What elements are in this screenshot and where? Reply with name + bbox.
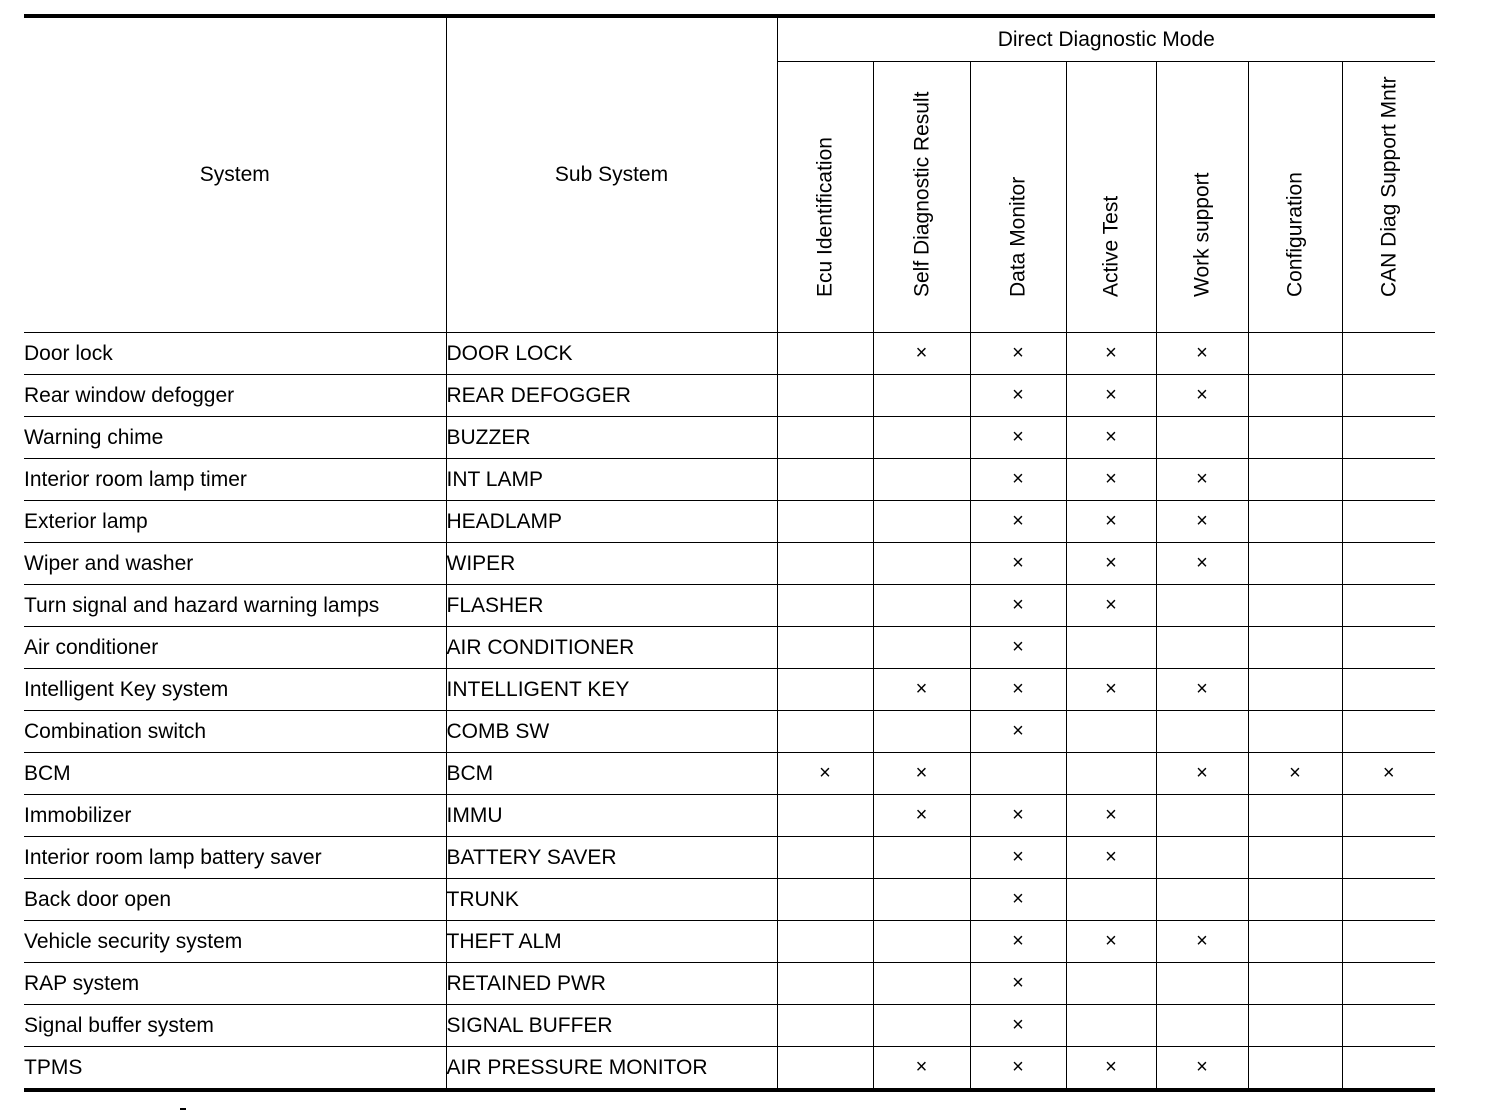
table-row bbox=[24, 795, 1435, 837]
mode-support-cell bbox=[1066, 963, 1156, 1005]
sub-system-cell: HEADLAMP bbox=[446, 501, 777, 543]
table-row bbox=[24, 417, 1435, 459]
mode-label: Work support bbox=[1190, 172, 1214, 297]
supported-mark: × bbox=[1012, 636, 1024, 658]
sub-system-cell: BCM bbox=[446, 753, 777, 795]
mode-support-cell bbox=[777, 501, 873, 543]
system-cell: Exterior lamp bbox=[24, 501, 446, 543]
mode-header-configuration bbox=[1248, 62, 1342, 333]
mode-support-cell bbox=[873, 585, 970, 627]
mode-support-cell bbox=[873, 795, 970, 837]
mode-support-cell bbox=[1156, 921, 1248, 963]
system-cell: Turn signal and hazard warning lamps bbox=[24, 585, 446, 627]
mode-header-ecu-identification bbox=[777, 62, 873, 333]
system-cell: Vehicle security system bbox=[24, 921, 446, 963]
mode-label: Self Diagnostic Result bbox=[910, 91, 933, 297]
mode-label: Data Monitor bbox=[1006, 176, 1030, 297]
supported-mark: × bbox=[915, 804, 928, 826]
supported-mark: × bbox=[915, 678, 928, 700]
supported-mark: × bbox=[915, 1056, 928, 1078]
sub-system-cell: SIGNAL BUFFER bbox=[446, 1005, 777, 1047]
mode-support-cell bbox=[873, 627, 970, 669]
mode-support-cell bbox=[777, 711, 873, 753]
supported-mark: × bbox=[1196, 1056, 1208, 1078]
table-row bbox=[24, 879, 1435, 921]
system-cell: TPMS bbox=[24, 1047, 446, 1091]
mode-support-cell bbox=[873, 543, 970, 585]
mode-support-cell bbox=[1156, 753, 1248, 795]
supported-mark: × bbox=[915, 342, 928, 364]
mode-support-cell bbox=[1248, 963, 1342, 1005]
mode-support-cell bbox=[970, 1005, 1066, 1047]
mode-support-cell bbox=[970, 585, 1066, 627]
system-cell: Wiper and washer bbox=[24, 543, 446, 585]
mode-support-cell bbox=[970, 963, 1066, 1005]
sub-system-cell: DOOR LOCK bbox=[446, 333, 777, 375]
mode-support-cell bbox=[970, 837, 1066, 879]
mode-support-cell bbox=[777, 879, 873, 921]
mode-support-cell bbox=[1342, 1047, 1435, 1091]
supported-mark: × bbox=[1196, 510, 1208, 532]
mode-support-cell bbox=[873, 669, 970, 711]
mode-support-cell bbox=[777, 543, 873, 585]
mode-label: Ecu Identification bbox=[813, 137, 837, 297]
mode-support-cell bbox=[873, 711, 970, 753]
mode-support-cell bbox=[873, 753, 970, 795]
supported-mark: × bbox=[1105, 930, 1117, 952]
sub-system-cell: BATTERY SAVER bbox=[446, 837, 777, 879]
mode-support-cell bbox=[1248, 753, 1342, 795]
mode-support-cell bbox=[777, 795, 873, 837]
sub-system-cell: REAR DEFOGGER bbox=[446, 375, 777, 417]
supported-mark: × bbox=[1012, 720, 1024, 742]
mode-support-cell bbox=[873, 879, 970, 921]
sub-system-cell: COMB SW bbox=[446, 711, 777, 753]
mode-support-cell bbox=[1248, 585, 1342, 627]
supported-mark: × bbox=[1012, 468, 1024, 490]
supported-mark: × bbox=[1105, 426, 1117, 448]
system-cell: Back door open bbox=[24, 879, 446, 921]
supported-mark: × bbox=[1105, 342, 1117, 364]
table-row bbox=[24, 375, 1435, 417]
mode-support-cell bbox=[1248, 921, 1342, 963]
supported-mark: × bbox=[1012, 342, 1024, 364]
mode-support-cell bbox=[777, 417, 873, 459]
supported-mark: × bbox=[1012, 1056, 1024, 1078]
mode-header-can-diag-support-mntr bbox=[1342, 62, 1435, 333]
mode-label: Configuration bbox=[1283, 172, 1307, 297]
supported-mark: × bbox=[1012, 1014, 1024, 1036]
supported-mark: × bbox=[1289, 762, 1301, 784]
mode-support-cell bbox=[1156, 543, 1248, 585]
mode-support-cell bbox=[1066, 627, 1156, 669]
sub-system-cell: THEFT ALM bbox=[446, 921, 777, 963]
mode-support-cell bbox=[873, 1047, 970, 1091]
mode-support-cell bbox=[1066, 879, 1156, 921]
mode-header-active-test bbox=[1066, 62, 1156, 333]
sub-system-cell: IMMU bbox=[446, 795, 777, 837]
mode-support-cell bbox=[1066, 753, 1156, 795]
mode-support-cell bbox=[1248, 417, 1342, 459]
mode-support-cell bbox=[1066, 795, 1156, 837]
system-cell: Signal buffer system bbox=[24, 1005, 446, 1047]
mode-support-cell bbox=[1066, 711, 1156, 753]
mode-support-cell bbox=[873, 459, 970, 501]
sub-system-cell: WIPER bbox=[446, 543, 777, 585]
mode-support-cell bbox=[777, 333, 873, 375]
mode-support-cell bbox=[873, 1005, 970, 1047]
mode-support-cell bbox=[777, 375, 873, 417]
mode-support-cell bbox=[1066, 333, 1156, 375]
supported-mark: × bbox=[1012, 804, 1024, 826]
mode-support-cell bbox=[1156, 711, 1248, 753]
supported-mark: × bbox=[1105, 1056, 1117, 1078]
table-row bbox=[24, 963, 1435, 1005]
mode-support-cell bbox=[970, 753, 1066, 795]
mode-support-cell bbox=[1342, 753, 1435, 795]
direct-diagnostic-mode-header: Direct Diagnostic Mode bbox=[777, 16, 1435, 62]
table-row bbox=[24, 585, 1435, 627]
mode-support-cell bbox=[1156, 333, 1248, 375]
supported-mark: × bbox=[915, 762, 928, 784]
system-column-header: System bbox=[24, 16, 446, 333]
mode-support-cell bbox=[1248, 627, 1342, 669]
mode-header-data-monitor bbox=[970, 62, 1066, 333]
supported-mark: × bbox=[1196, 468, 1208, 490]
mode-support-cell bbox=[1066, 837, 1156, 879]
mode-support-cell bbox=[1156, 963, 1248, 1005]
mode-support-cell bbox=[970, 459, 1066, 501]
system-cell: Combination switch bbox=[24, 711, 446, 753]
mode-support-cell bbox=[970, 375, 1066, 417]
supported-mark: × bbox=[1105, 510, 1117, 532]
mode-support-cell bbox=[1342, 627, 1435, 669]
mode-support-cell bbox=[1248, 501, 1342, 543]
mode-support-cell bbox=[1156, 879, 1248, 921]
supported-mark: × bbox=[1105, 552, 1117, 574]
mode-support-cell bbox=[777, 1047, 873, 1091]
supported-mark: × bbox=[1012, 426, 1024, 448]
mode-support-cell bbox=[777, 585, 873, 627]
mode-support-cell bbox=[970, 417, 1066, 459]
sub-system-cell: BUZZER bbox=[446, 417, 777, 459]
mode-support-cell bbox=[1156, 627, 1248, 669]
supported-mark: × bbox=[1196, 342, 1208, 364]
mode-support-cell bbox=[1342, 1005, 1435, 1047]
table-row bbox=[24, 1005, 1435, 1047]
mode-support-cell bbox=[1248, 375, 1342, 417]
mode-support-cell bbox=[1248, 1047, 1342, 1091]
mode-support-cell bbox=[1156, 1047, 1248, 1091]
mode-support-cell bbox=[1248, 795, 1342, 837]
sub-system-cell: TRUNK bbox=[446, 879, 777, 921]
mode-support-cell bbox=[873, 333, 970, 375]
header-row-group bbox=[24, 16, 1435, 62]
mode-support-cell bbox=[970, 879, 1066, 921]
mode-support-cell bbox=[1342, 963, 1435, 1005]
mode-support-cell bbox=[970, 711, 1066, 753]
supported-mark: × bbox=[1012, 888, 1024, 910]
table-row bbox=[24, 1047, 1435, 1091]
mode-support-cell bbox=[970, 1047, 1066, 1091]
mode-support-cell bbox=[1342, 375, 1435, 417]
diagnostic-mode-table bbox=[24, 14, 1435, 1092]
mode-support-cell bbox=[1342, 417, 1435, 459]
mode-support-cell bbox=[1248, 459, 1342, 501]
table-row bbox=[24, 753, 1435, 795]
mode-support-cell bbox=[1066, 417, 1156, 459]
mode-support-cell bbox=[1342, 669, 1435, 711]
mode-support-cell bbox=[1248, 669, 1342, 711]
sub-system-cell: AIR CONDITIONER bbox=[446, 627, 777, 669]
mode-support-cell bbox=[1248, 543, 1342, 585]
system-cell: Air conditioner bbox=[24, 627, 446, 669]
mode-support-cell bbox=[1342, 921, 1435, 963]
supported-mark: × bbox=[1012, 552, 1024, 574]
system-cell: Rear window defogger bbox=[24, 375, 446, 417]
supported-mark: × bbox=[1012, 846, 1024, 868]
supported-mark: × bbox=[1012, 678, 1024, 700]
mode-support-cell bbox=[1066, 501, 1156, 543]
mode-support-cell bbox=[1066, 1047, 1156, 1091]
supported-mark: × bbox=[1196, 552, 1208, 574]
supported-mark: × bbox=[1012, 384, 1024, 406]
mode-support-cell bbox=[970, 501, 1066, 543]
mode-support-cell bbox=[1066, 1005, 1156, 1047]
sub-system-cell: INT LAMP bbox=[446, 459, 777, 501]
supported-mark: × bbox=[1105, 804, 1117, 826]
mode-support-cell bbox=[1066, 669, 1156, 711]
supported-mark: × bbox=[1012, 930, 1024, 952]
table-row bbox=[24, 333, 1435, 375]
mode-support-cell bbox=[1156, 1005, 1248, 1047]
mode-support-cell bbox=[1156, 375, 1248, 417]
mode-label: Active Test bbox=[1099, 195, 1123, 297]
mode-support-cell bbox=[873, 837, 970, 879]
supported-mark: × bbox=[1012, 594, 1024, 616]
supported-mark: × bbox=[1196, 762, 1208, 784]
supported-mark: × bbox=[1105, 678, 1117, 700]
mode-support-cell bbox=[1066, 585, 1156, 627]
supported-mark: × bbox=[1105, 468, 1117, 490]
mode-support-cell bbox=[1156, 837, 1248, 879]
mode-support-cell bbox=[1066, 921, 1156, 963]
table-row bbox=[24, 543, 1435, 585]
mode-support-cell bbox=[970, 921, 1066, 963]
mode-support-cell bbox=[777, 837, 873, 879]
system-cell: Interior room lamp battery saver bbox=[24, 837, 446, 879]
supported-mark: × bbox=[1196, 930, 1208, 952]
mode-support-cell bbox=[1248, 1005, 1342, 1047]
table-row bbox=[24, 837, 1435, 879]
mode-support-cell bbox=[1342, 501, 1435, 543]
mode-support-cell bbox=[1156, 795, 1248, 837]
sub-system-cell: AIR PRESSURE MONITOR bbox=[446, 1047, 777, 1091]
mode-support-cell bbox=[1342, 459, 1435, 501]
supported-mark: × bbox=[819, 762, 831, 784]
mode-support-cell bbox=[1156, 585, 1248, 627]
mode-support-cell bbox=[873, 375, 970, 417]
mode-support-cell bbox=[1156, 417, 1248, 459]
mode-support-cell bbox=[777, 669, 873, 711]
mode-support-cell bbox=[873, 963, 970, 1005]
mode-support-cell bbox=[777, 1005, 873, 1047]
mode-support-cell bbox=[1156, 501, 1248, 543]
system-cell: Interior room lamp timer bbox=[24, 459, 446, 501]
mode-label: CAN Diag Support Mntr bbox=[1377, 76, 1401, 297]
supported-mark: × bbox=[1196, 678, 1208, 700]
mode-support-cell bbox=[873, 417, 970, 459]
mode-support-cell bbox=[873, 501, 970, 543]
system-cell: Immobilizer bbox=[24, 795, 446, 837]
mode-support-cell bbox=[1342, 795, 1435, 837]
table-row bbox=[24, 669, 1435, 711]
supported-mark: × bbox=[1105, 846, 1117, 868]
mode-support-cell bbox=[1248, 879, 1342, 921]
system-cell: Door lock bbox=[24, 333, 446, 375]
mode-support-cell bbox=[1342, 879, 1435, 921]
mode-support-cell bbox=[970, 795, 1066, 837]
table-body bbox=[24, 333, 1435, 1091]
mode-support-cell bbox=[1156, 459, 1248, 501]
mode-support-cell bbox=[1066, 543, 1156, 585]
sub-system-cell: RETAINED PWR bbox=[446, 963, 777, 1005]
mode-support-cell bbox=[1342, 711, 1435, 753]
mode-support-cell bbox=[1342, 585, 1435, 627]
mode-header-work-support bbox=[1156, 62, 1248, 333]
supported-mark: × bbox=[1382, 762, 1395, 784]
table-row bbox=[24, 459, 1435, 501]
mode-support-cell bbox=[1248, 333, 1342, 375]
table-row bbox=[24, 921, 1435, 963]
sub-system-cell: INTELLIGENT KEY bbox=[446, 669, 777, 711]
mode-support-cell bbox=[1342, 543, 1435, 585]
sub-system-cell: FLASHER bbox=[446, 585, 777, 627]
sub-system-column-header: Sub System bbox=[446, 16, 777, 333]
supported-mark: × bbox=[1012, 510, 1024, 532]
mode-support-cell bbox=[970, 669, 1066, 711]
supported-mark: × bbox=[1196, 384, 1208, 406]
mode-support-cell bbox=[777, 459, 873, 501]
system-cell: Intelligent Key system bbox=[24, 669, 446, 711]
system-cell: Warning chime bbox=[24, 417, 446, 459]
mode-support-cell bbox=[873, 921, 970, 963]
mode-support-cell bbox=[1342, 837, 1435, 879]
supported-mark: × bbox=[1105, 594, 1117, 616]
mode-support-cell bbox=[1248, 711, 1342, 753]
mode-support-cell bbox=[777, 627, 873, 669]
mode-support-cell bbox=[970, 543, 1066, 585]
table-row bbox=[24, 501, 1435, 543]
mode-support-cell bbox=[777, 921, 873, 963]
mode-support-cell bbox=[1248, 837, 1342, 879]
mode-support-cell bbox=[970, 333, 1066, 375]
system-cell: RAP system bbox=[24, 963, 446, 1005]
supported-mark: × bbox=[1012, 972, 1024, 994]
mode-support-cell bbox=[777, 963, 873, 1005]
mode-support-cell bbox=[777, 753, 873, 795]
table-row bbox=[24, 711, 1435, 753]
table-row bbox=[24, 627, 1435, 669]
mode-support-cell bbox=[1066, 459, 1156, 501]
mode-support-cell bbox=[1156, 669, 1248, 711]
mode-support-cell bbox=[1066, 375, 1156, 417]
mode-header-self-diagnostic-result bbox=[873, 62, 970, 333]
system-cell: BCM bbox=[24, 753, 446, 795]
mode-support-cell bbox=[970, 627, 1066, 669]
footer-tick bbox=[180, 1108, 186, 1110]
mode-support-cell bbox=[1342, 333, 1435, 375]
supported-mark: × bbox=[1105, 384, 1117, 406]
